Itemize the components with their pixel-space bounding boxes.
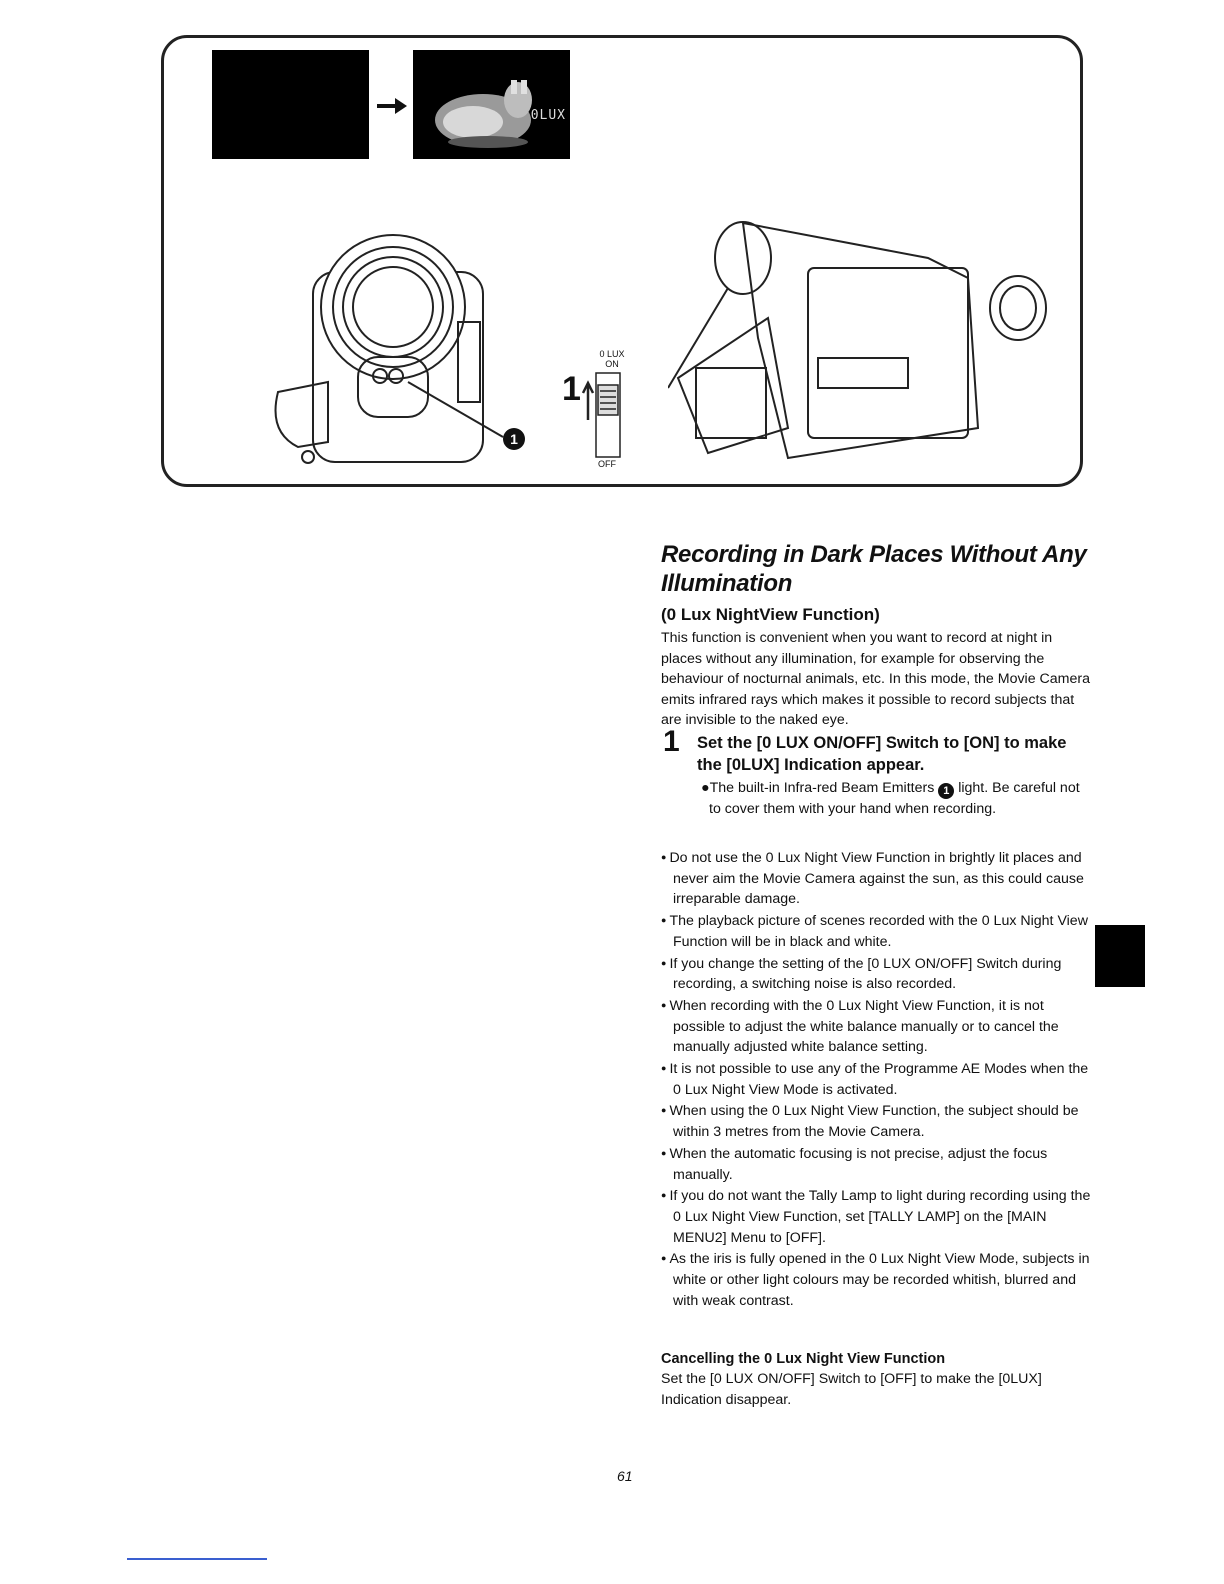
text-column [661,540,1091,1410]
olux-indication: 0LUX [530,108,566,123]
note-item: ● If you change the setting of the [0 LUX ON/OFF] Switch during recording, a switching noise is also recorded. [661,953,1091,995]
notes-list [661,847,1091,1311]
cancel-section [661,1349,1091,1410]
night-animal-image [413,50,570,159]
note-item: ● When using the 0 Lux Night View Function, the subject should be within 3 metres from the Movie Camera. [661,1100,1091,1142]
camera-side-illustration [668,218,1048,468]
night-view-screen-image [413,50,570,159]
callout-badge-inline: 1 [938,783,954,799]
note-item: ● As the iris is fully opened in the 0 Lux Night View Mode, subjects in white or other light colours may be recorded whitish, blurred and with weak contrast. [661,1248,1091,1311]
page-number: 61 [617,1468,633,1484]
section-title: Recording in Dark Places Without Any Illumination [661,541,1087,597]
cancel-heading: Cancelling the 0 Lux Night View Function [661,1351,946,1368]
step-body-post: light. Be careful not to cover them with your hand when recording. [709,779,1080,817]
right-arrow-icon [377,96,407,116]
step-number: 1 [663,724,680,758]
switch-0lux-label: 0 LUX [599,349,625,359]
note-item: ● It is not possible to use any of the Programme AE Modes when the 0 Lux Night View Mode is activated. [661,1058,1091,1100]
dark-screen-image [212,50,369,159]
step-body-pre: The built-in Infra-red Beam Emitters [709,779,935,796]
switch-on-label: ON [605,359,619,369]
step-body: ●The built-in Infra-red Beam Emitters 1 light. Be careful not to cover them with your hand when recording. [701,779,1080,817]
bottom-rule [127,1558,267,1560]
note-item: ● Do not use the 0 Lux Night View Function in brightly lit places and never aim the Movie Camera against the sun, as this could cause irreparable damage. [661,847,1091,910]
section-subtitle: (0 Lux NightView Function) [661,605,880,624]
figure-step-number: 1 [562,370,581,408]
step-heading: Set the [0 LUX ON/OFF] Switch to [ON] to make the [0LUX] Indication appear. [697,733,1067,774]
note-item: ● If you do not want the Tally Lamp to light during recording using the 0 Lux Night View Function, set [TALLY LAMP] on the [MAIN MENU2] Menu to [OFF]. [661,1185,1091,1248]
cancel-body: Set the [0 LUX ON/OFF] Switch to [OFF] to make the [0LUX] Indication disappear. [661,1371,1042,1408]
camera-front-illustration [258,232,528,472]
step-1 [661,724,1091,820]
callout-badge: 1 [503,428,525,450]
intro-paragraph: This function is convenient when you want to record at night in places without any illumination, for example for observing the behaviour of nocturnal animals, etc. In this mode, the Movie Camera emits infrared rays which makes it possible to record subjects that are invisible to the naked eye. [661,630,1090,728]
note-item: ● The playback picture of scenes recorded with the 0 Lux Night View Function will be in black and white. [661,910,1091,952]
chapter-tab-marker [1095,925,1145,987]
note-item: ● When recording with the 0 Lux Night View Function, it is not possible to adjust the white balance manually or to cancel the manually adjusted white balance setting. [661,995,1091,1058]
switch-off-label: OFF [598,459,616,469]
0lux-switch-illustration [558,345,638,473]
note-item: ● When the automatic focusing is not precise, adjust the focus manually. [661,1143,1091,1185]
